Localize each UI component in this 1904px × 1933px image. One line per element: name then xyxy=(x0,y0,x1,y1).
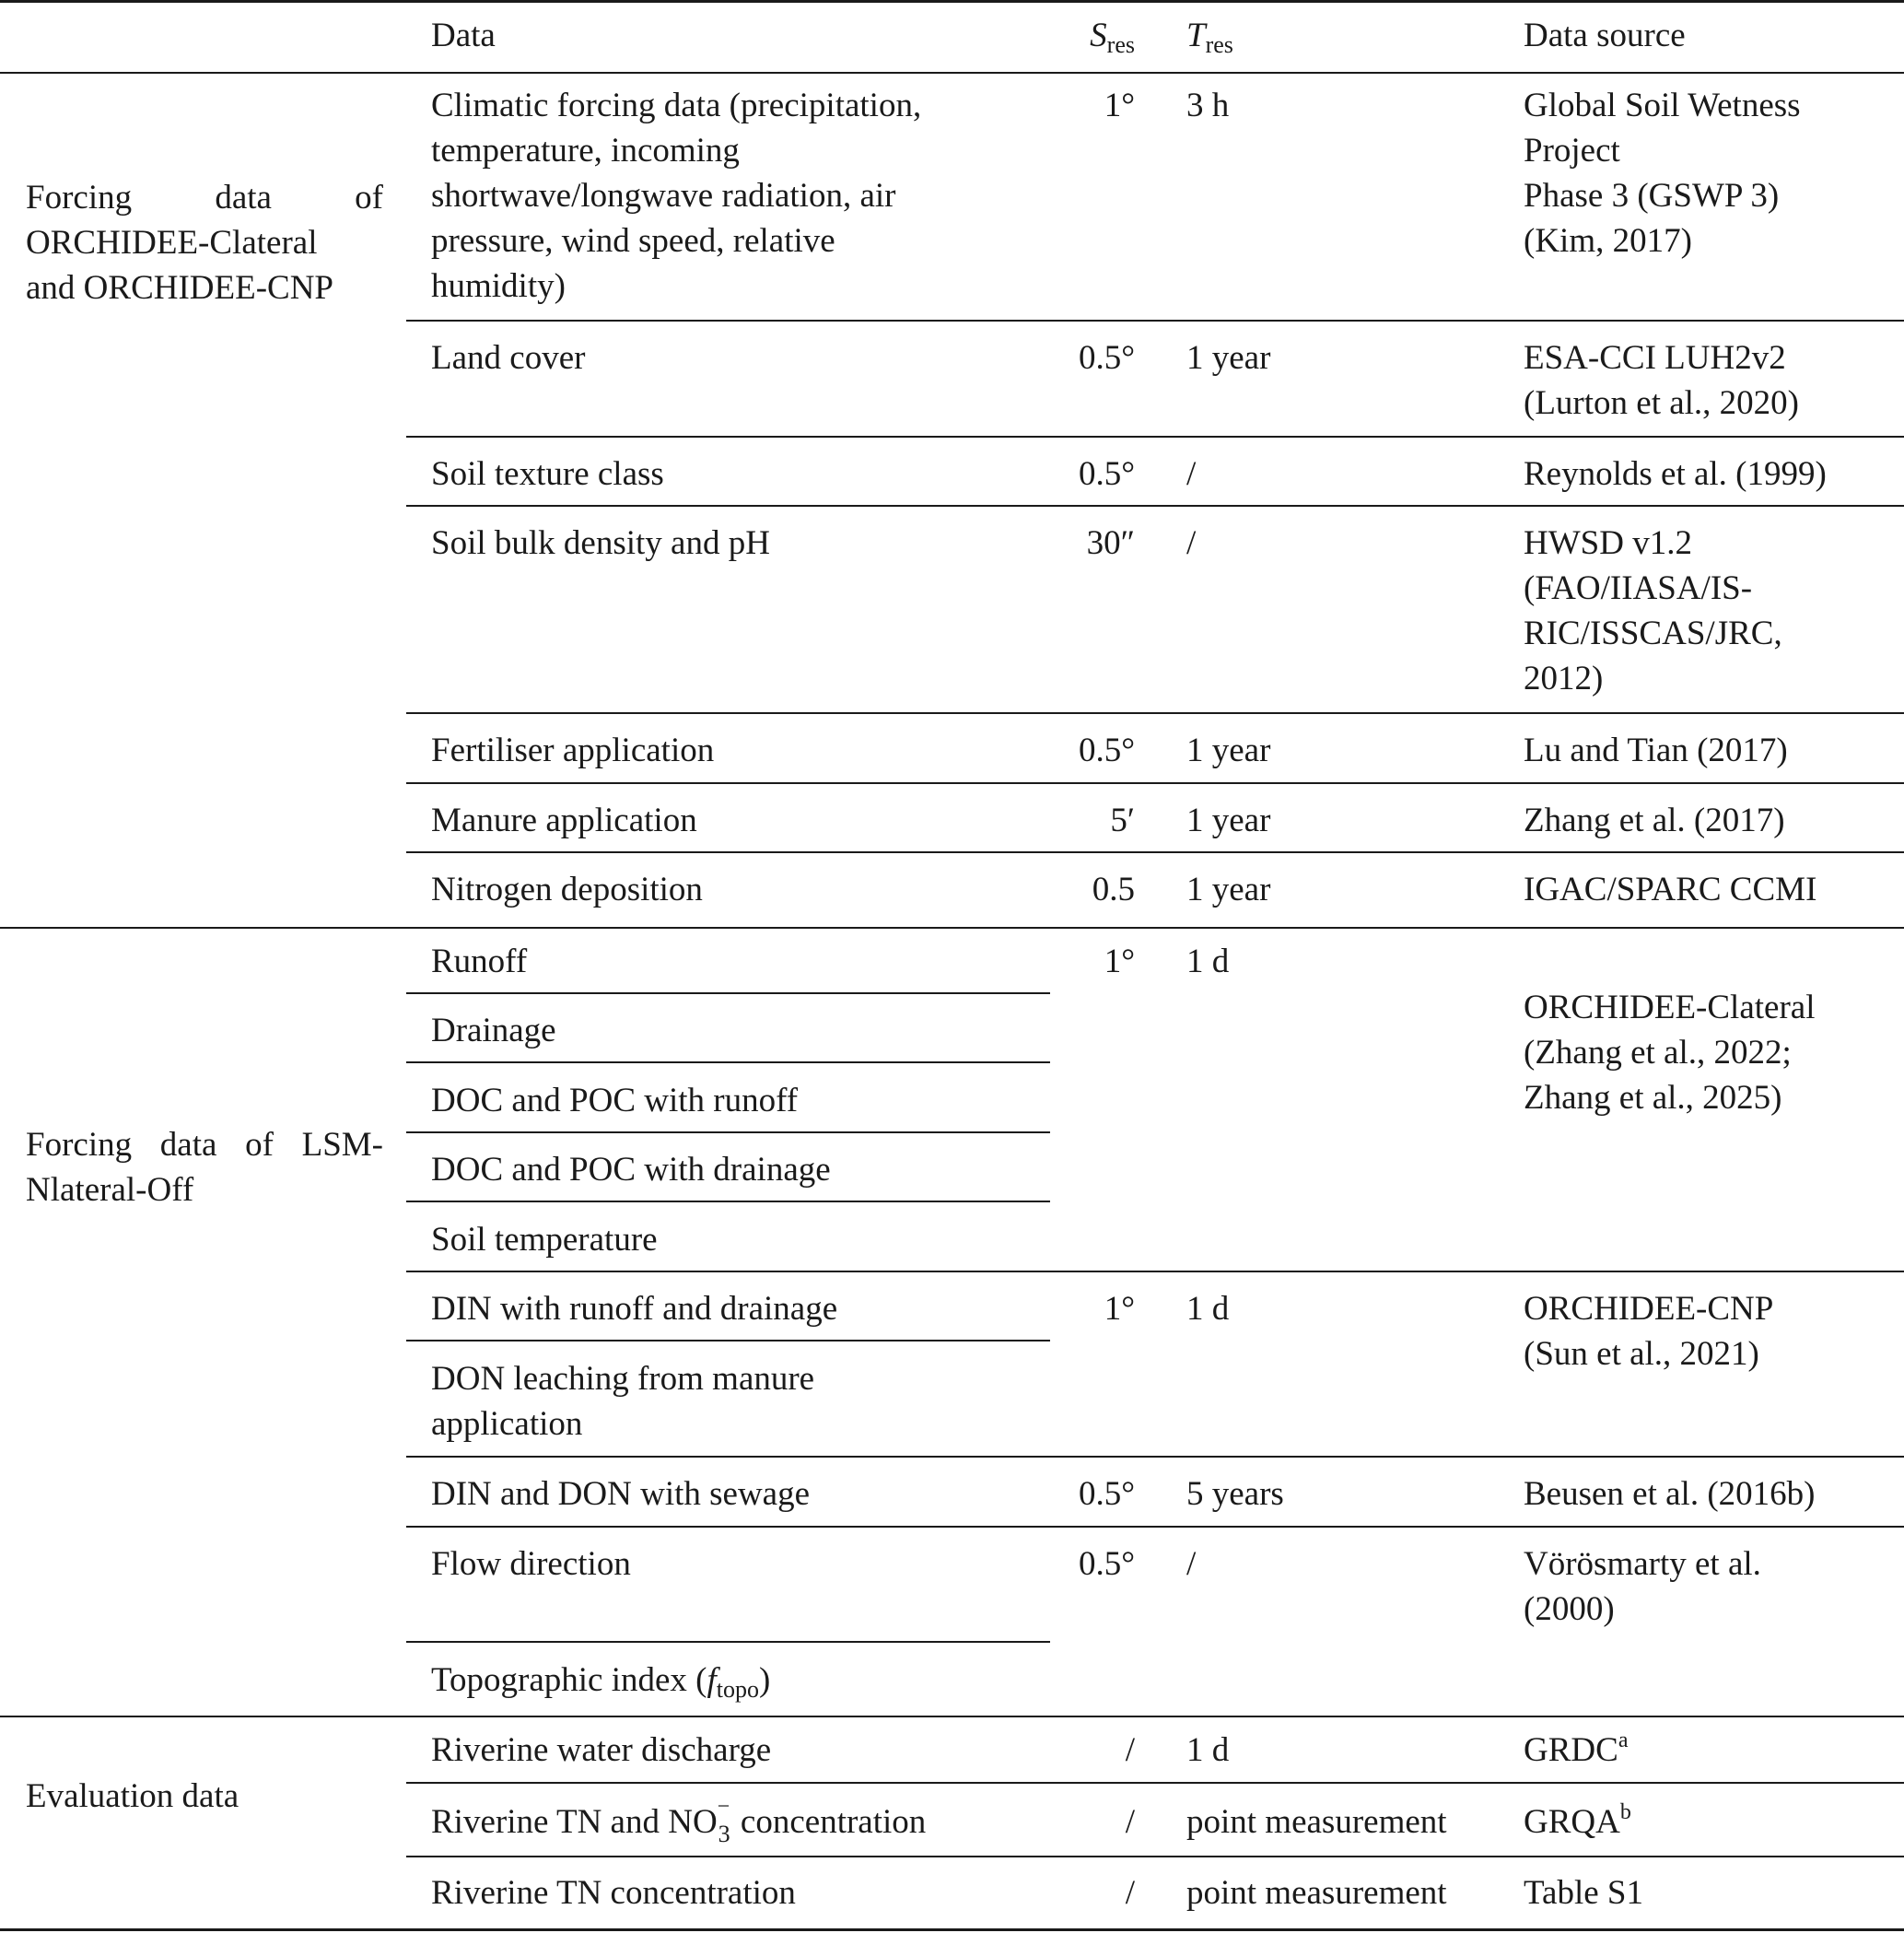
source-cell xyxy=(1524,1728,1628,1773)
tres-subscript: res xyxy=(1205,31,1233,58)
row-rule xyxy=(406,505,1904,507)
source-cell xyxy=(1524,83,1801,264)
source-cell xyxy=(1524,1541,1761,1632)
source-line: Zhang et al., 2025) xyxy=(1524,1079,1782,1117)
row-rule xyxy=(406,992,1050,994)
ftopo-subscript: topo xyxy=(716,1676,760,1703)
source-line: ORCHIDEE-CNP xyxy=(1524,1290,1774,1328)
top-rule xyxy=(0,0,1904,3)
source-cell xyxy=(1524,985,1815,1120)
row-rule xyxy=(406,320,1904,322)
data-cell: DIN and DON with sewage xyxy=(431,1475,811,1513)
source-line: ORCHIDEE-Clateral xyxy=(1524,989,1816,1026)
data-text: ) xyxy=(759,1661,771,1699)
group-label-line: and ORCHIDEE-CNP xyxy=(26,269,334,307)
tres-symbol: T xyxy=(1186,17,1206,54)
header-data: Data xyxy=(431,17,496,54)
sres-cell: 0.5° xyxy=(1078,339,1135,377)
group-label-line: Forcing data of LSM- xyxy=(26,1126,383,1164)
data-text: Riverine TN and NO xyxy=(431,1803,718,1841)
footnote-marker: b xyxy=(1619,1800,1631,1824)
group-label-line: Forcing data of xyxy=(26,179,383,217)
sres-cell: / xyxy=(1125,1731,1135,1769)
source-line: (2000) xyxy=(1524,1590,1615,1628)
source-line: (Lurton et al., 2020) xyxy=(1524,384,1799,422)
row-rule xyxy=(406,1782,1904,1784)
source-cell xyxy=(1524,1286,1773,1377)
source-text: GRQA xyxy=(1524,1803,1620,1841)
row-rule xyxy=(406,1641,1050,1643)
row-rule xyxy=(406,436,1904,438)
footnote-marker: a xyxy=(1618,1728,1629,1752)
source-line: (Sun et al., 2021) xyxy=(1524,1335,1759,1373)
data-cell: Soil bulk density and pH xyxy=(431,524,770,562)
row-rule xyxy=(406,1526,1904,1528)
data-cell: Flow direction xyxy=(431,1545,631,1583)
data-cell: Riverine water discharge xyxy=(431,1731,772,1769)
data-cell: Runoff xyxy=(431,943,528,980)
row-rule xyxy=(406,1856,1904,1857)
data-cell: Soil texture class xyxy=(431,455,664,493)
sres-symbol: S xyxy=(1090,17,1107,54)
group-lsm-forcing xyxy=(26,1122,383,1213)
group-rule xyxy=(0,927,1904,929)
sres-subscript: res xyxy=(1106,31,1135,58)
tres-cell: 1 year xyxy=(1186,732,1271,769)
sres-cell: 0.5° xyxy=(1078,1475,1135,1513)
row-rule xyxy=(406,1201,1050,1202)
row-rule xyxy=(406,1456,1904,1458)
group-evaluation: Evaluation data xyxy=(26,1777,239,1815)
sres-cell: 0.5 xyxy=(1092,871,1135,908)
tres-cell: / xyxy=(1186,1545,1197,1583)
tres-cell: 5 years xyxy=(1186,1475,1284,1513)
sres-cell: 0.5° xyxy=(1078,1545,1135,1583)
sres-cell: 30″ xyxy=(1086,524,1135,562)
row-rule xyxy=(406,1131,1050,1133)
tres-cell: / xyxy=(1186,524,1197,562)
source-line: Vörösmarty et al. xyxy=(1524,1545,1761,1583)
data-line: shortwave/longwave radiation, air xyxy=(431,177,896,215)
tres-cell: point measurement xyxy=(1186,1803,1447,1841)
source-cell: IGAC/SPARC CCMI xyxy=(1524,871,1817,908)
nitrate-scripts: − 3 xyxy=(717,1795,730,1847)
data-cell xyxy=(431,1795,927,1847)
source-line: Global Soil Wetness xyxy=(1524,87,1801,124)
data-cell: Riverine TN concentration xyxy=(431,1874,796,1912)
sres-cell: 1° xyxy=(1104,87,1135,124)
tres-cell: 1 d xyxy=(1186,1290,1230,1328)
tres-cell: 1 d xyxy=(1186,1731,1230,1769)
bottom-rule xyxy=(0,1928,1904,1931)
source-cell: Lu and Tian (2017) xyxy=(1524,732,1788,769)
sres-cell: 0.5° xyxy=(1078,455,1135,493)
source-line: 2012) xyxy=(1524,660,1604,697)
sres-cell: 5′ xyxy=(1110,802,1135,839)
source-cell xyxy=(1524,335,1799,426)
tres-cell: 1 year xyxy=(1186,339,1271,377)
row-rule xyxy=(406,1271,1904,1272)
source-cell xyxy=(1524,521,1782,701)
header-source: Data source xyxy=(1524,17,1686,54)
data-line: humidity) xyxy=(431,267,566,305)
source-cell xyxy=(1524,1799,1631,1845)
data-cell: DIN with runoff and drainage xyxy=(431,1290,838,1328)
tres-cell: 1 year xyxy=(1186,871,1271,908)
tres-cell: 1 year xyxy=(1186,802,1271,839)
source-line: (Zhang et al., 2022; xyxy=(1524,1034,1792,1072)
source-line: Phase 3 (GSWP 3) xyxy=(1524,177,1780,215)
row-rule xyxy=(406,782,1904,784)
sres-cell: 1° xyxy=(1104,1290,1135,1328)
source-line: RIC/ISSCAS/JRC, xyxy=(1524,615,1782,652)
data-line: pressure, wind speed, relative xyxy=(431,222,835,260)
source-line: (Kim, 2017) xyxy=(1524,222,1692,260)
data-cell xyxy=(431,1356,814,1447)
data-line: DON leaching from manure xyxy=(431,1360,815,1398)
source-cell: Reynolds et al. (1999) xyxy=(1524,455,1827,493)
source-line: ESA-CCI LUH2v2 xyxy=(1524,339,1786,377)
data-cell: DOC and POC with runoff xyxy=(431,1082,799,1119)
row-rule xyxy=(406,851,1904,853)
group-orchidee-forcing xyxy=(26,175,383,310)
data-text: concentration xyxy=(740,1803,927,1841)
row-rule xyxy=(406,712,1904,714)
ftopo-symbol: f xyxy=(707,1661,717,1699)
header-rule xyxy=(0,72,1904,74)
tres-cell: 1 d xyxy=(1186,943,1230,980)
tres-cell: / xyxy=(1186,455,1197,493)
sres-cell: / xyxy=(1125,1874,1135,1912)
tres-cell: point measurement xyxy=(1186,1874,1447,1912)
source-line: (FAO/IIASA/IS- xyxy=(1524,569,1753,607)
sres-cell: / xyxy=(1125,1803,1135,1841)
data-cell xyxy=(431,1658,770,1703)
group-rule xyxy=(0,1716,1904,1717)
data-line: application xyxy=(431,1405,583,1443)
data-line: temperature, incoming xyxy=(431,132,740,170)
row-rule xyxy=(406,1340,1050,1341)
source-line: Project xyxy=(1524,132,1620,170)
source-cell: Beusen et al. (2016b) xyxy=(1524,1475,1816,1513)
data-cell: DOC and POC with drainage xyxy=(431,1151,831,1189)
data-cell: Manure application xyxy=(431,802,697,839)
group-label-line: ORCHIDEE-Clateral xyxy=(26,224,318,262)
source-text: GRDC xyxy=(1524,1731,1618,1769)
data-cell: Nitrogen deposition xyxy=(431,871,703,908)
sres-cell: 1° xyxy=(1104,943,1135,980)
data-text: Topographic index ( xyxy=(431,1661,707,1699)
header-sres xyxy=(1004,13,1135,58)
data-cell: Drainage xyxy=(431,1012,556,1049)
data-cell: Soil temperature xyxy=(431,1221,658,1259)
source-line: HWSD v1.2 xyxy=(1524,524,1692,562)
sres-cell: 0.5° xyxy=(1078,732,1135,769)
source-cell: Zhang et al. (2017) xyxy=(1524,802,1785,839)
data-line: Climatic forcing data (precipitation, xyxy=(431,87,922,124)
source-cell: Table S1 xyxy=(1524,1874,1643,1912)
row-rule xyxy=(406,1061,1050,1063)
header-tres xyxy=(1186,13,1233,58)
group-label-line: Nlateral-Off xyxy=(26,1171,194,1209)
data-cell xyxy=(431,83,921,309)
data-cell: Fertiliser application xyxy=(431,732,715,769)
tres-cell: 3 h xyxy=(1186,87,1230,124)
data-cell: Land cover xyxy=(431,339,586,377)
